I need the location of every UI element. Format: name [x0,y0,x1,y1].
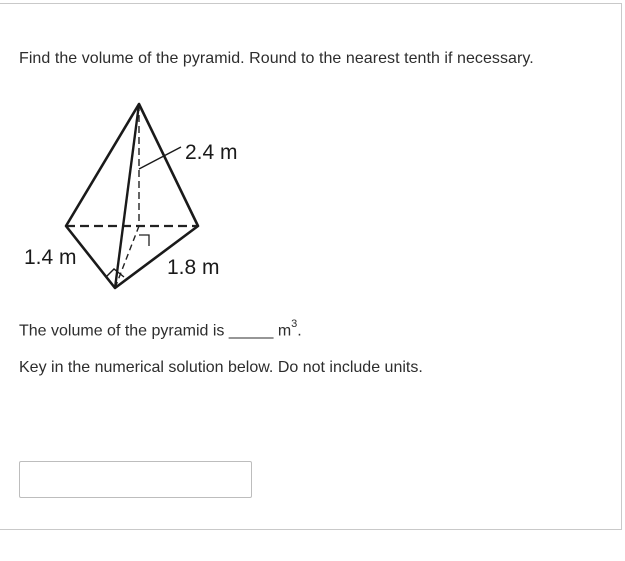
question-prompt: Find the volume of the pyramid. Round to the nearest tenth if necessary. [19,50,534,67]
left-edge-label: 1.4 m [24,246,77,269]
pyramid-figure [18,96,258,296]
answer-sentence [19,320,302,340]
answer-sentence-prefix: The volume of the pyramid is [19,322,225,340]
instruction-text: Key in the numerical solution below. Do not include units. [19,359,423,376]
answer-input[interactable] [19,461,252,498]
unit-exponent: 3 [291,318,298,330]
answer-blank: _____ [228,322,274,340]
right-angle-marker [139,235,149,246]
question-card [0,3,622,530]
front-edge [115,104,139,288]
answer-sentence-end: . [297,322,302,340]
right-edge-label: 1.8 m [167,256,220,279]
height-label: 2.4 m [185,141,238,164]
answer-unit: m [277,322,292,340]
pyramid-diagram [18,96,258,296]
